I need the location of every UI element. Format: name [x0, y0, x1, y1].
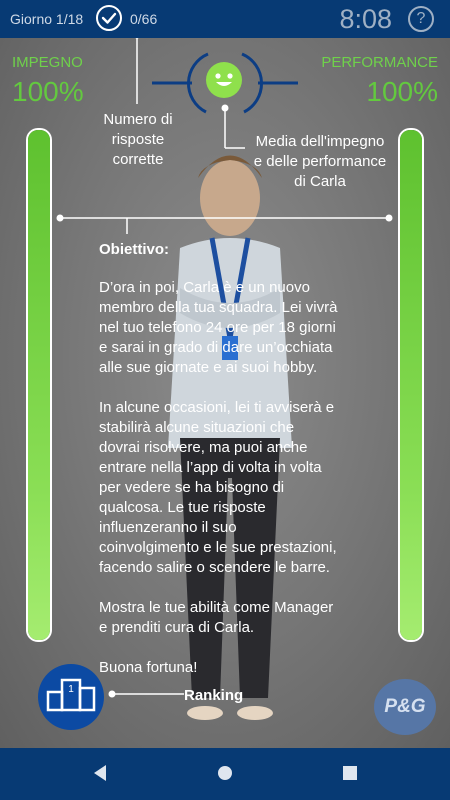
correct-answers-count: 0/66: [130, 11, 158, 27]
engagement-label: IMPEGNO: [12, 54, 83, 71]
objective-paragraph: Buona fortuna!: [99, 659, 198, 676]
check-circle-icon: [96, 5, 122, 31]
home-icon[interactable]: [217, 764, 233, 782]
tooltip-average: Media dell'impegno e delle performance di Carla: [253, 133, 387, 190]
help-icon[interactable]: ?: [408, 6, 434, 32]
clock: 8:08: [339, 4, 392, 34]
objective-paragraph: Mostra le tue abilità come Manager e prenditi cura di Carla.: [99, 599, 334, 636]
svg-text:1: 1: [68, 684, 74, 695]
day-counter: Giorno 1/18: [10, 11, 84, 27]
objective-paragraph: In alcune occasioni, lei ti avviserà e stabilirà alcune situazioni che dovrai risolvere, ma puoi anche entrare nella l’app di volta in volta per vedere se ha bisogno di qualcosa. Le tue risposte influenzeranno il suo coinvolgimento e le sue prestazioni, facendo salire o scendere le barre.: [99, 399, 337, 576]
recents-icon[interactable]: [342, 764, 358, 782]
top-bar: [0, 0, 450, 38]
performance-value: 100%: [366, 76, 438, 107]
tooltip-correct-answers: Numero di risposte corrette: [103, 111, 173, 168]
ranking-label: Ranking: [184, 687, 244, 704]
performance-label: PERFORMANCE: [321, 54, 438, 71]
podium-icon: [38, 664, 104, 730]
objective-title: Obiettivo:: [99, 241, 169, 258]
objective-panel: [99, 240, 374, 698]
main-stage: [0, 38, 450, 748]
navigation-bar: [0, 748, 450, 800]
ranking-connector: [108, 690, 184, 698]
back-icon[interactable]: [92, 764, 108, 782]
objective-paragraph: D’ora in poi, Carla è e un nuovo membro della tua squadra. Lei vivrà nel tuo telefono 24 ore per 18 giorni e sarai in grado di dare un’occhiata alle sue giornate e ai suoi hobby.: [99, 279, 338, 376]
ranking-button[interactable]: [38, 664, 104, 730]
engagement-value: 100%: [12, 76, 84, 107]
pg-logo: P&G: [374, 679, 436, 735]
